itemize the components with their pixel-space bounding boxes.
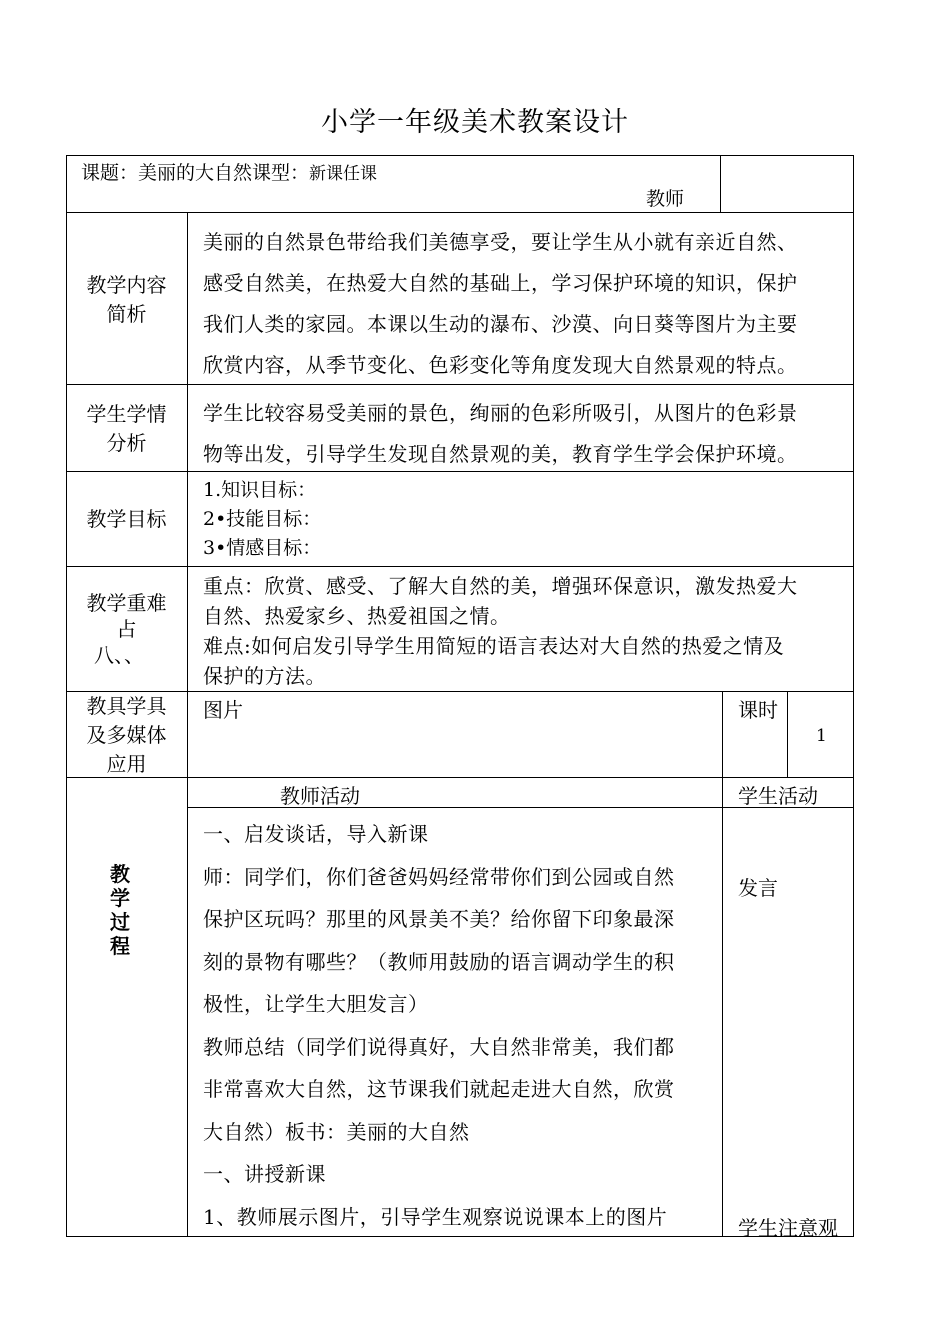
topic-text: 课题：美丽的大自然课型： <box>81 162 310 184</box>
objective-item: 2•技能目标： <box>203 508 322 530</box>
page-title: 小学一年级美术教案设计 <box>321 107 629 138</box>
tools-label: 教具学具 及多媒体 应用 <box>86 694 167 776</box>
key-points-label: 教学重难 占 八、、 <box>86 591 167 667</box>
key-points-text: 重点：欣赏、感受、了解大自然的美，增强环保意识，激发热爱大 自然、热爱家乡、热爱祖国之情。 难点:如何启发引导学生用简短的语言表达对大自然的热爱之情及 保护的方法。 <box>203 574 798 688</box>
tools-value: 图片 <box>203 698 243 722</box>
student-analysis-label: 学生学情 分析 <box>86 402 167 455</box>
objectives-list <box>203 476 321 563</box>
objective-item: 3•情感目标： <box>203 537 322 559</box>
topic-label <box>81 158 377 185</box>
student-analysis-text: 学生比较容易受美丽的景色，绚丽的色彩所吸引，从图片的色彩景 物等出发，引导学生发现自然景观的美，教育学生学会保护环境。 <box>203 401 798 466</box>
student-activity-header: 学生活动 <box>738 784 818 808</box>
hours-value: 1 <box>816 726 827 746</box>
hours-label: 课时 <box>738 698 778 722</box>
content-analysis-text: 美丽的自然景色带给我们美德享受，要让学生从小就有亲近自然、 感受自然美，在热爱大自然的基础上，学习保护环境的知识，保护 我们人类的家园。本课以生动的瀑布、沙漠、向日葵等图片为主要 欣赏内容，从季节变化、色彩变化等角度发现大自然景观的特点。 <box>203 230 798 377</box>
student-note-speak: 发言 <box>738 876 778 900</box>
lesson-type: 新课任课 <box>309 164 378 184</box>
process-label: 教 学 过 程 <box>110 862 130 958</box>
teacher-label: 教师 <box>646 188 685 210</box>
objective-item: 1.知识目标： <box>203 479 317 501</box>
content-analysis-label: 教学内容 简析 <box>86 273 167 326</box>
teacher-activity-text: 一、启发谈话，导入新课 师：同学们，你们爸爸妈妈经常带你们到公园或自然 保护区玩吗？那里的风景美不美？给你留下印象最深 刻的景物有哪些？（教师用鼓励的语言调动学生的积 极性，让学生大胆发言） 教师总结（同学们说得真好，大自然非常美，我们都 非常喜欢大自然，这节课我们就起走进大自然，欣赏 大自然）板书：美丽的大自然 一、讲授新课 1、教师展示图片，引导学生观察说说课本上的图片 <box>203 822 675 1229</box>
objectives-label: 教学目标 <box>86 507 167 531</box>
teacher-activity-header: 教师活动 <box>280 784 360 808</box>
student-note-observe: 学生注意观 <box>738 1216 838 1240</box>
